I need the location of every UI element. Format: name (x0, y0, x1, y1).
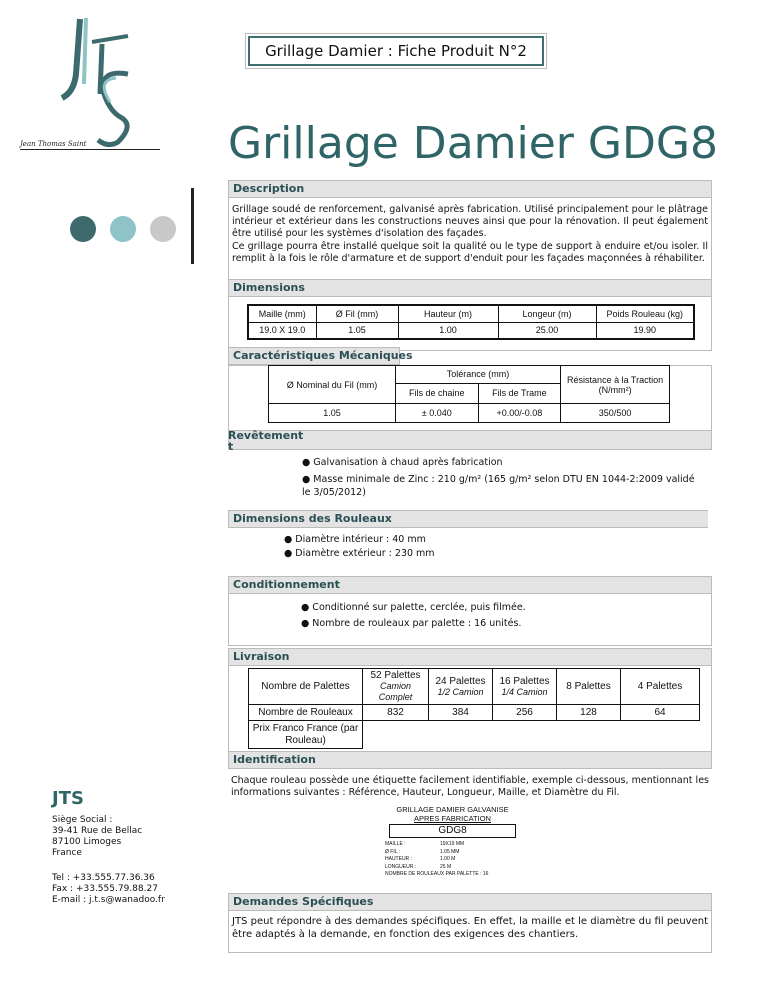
label-value: 19X19 MM (440, 841, 465, 847)
livraison-col (493, 669, 557, 705)
label-value: 25 M (440, 863, 452, 870)
mecaniques-heading: Caractéristiques Mécaniques (228, 347, 400, 365)
jts-logo (18, 14, 168, 154)
palettes-sub: 1/4 Camion (501, 686, 548, 697)
rouleaux-count: 832 (363, 705, 429, 721)
label-value: 1.05 MM (440, 848, 460, 855)
description-paragraph: Grillage soudé de renforcement, galvanisé après fabrication. Utilisé principalement pour le plâtrage intérieur et extérieur dans les constructions neuves ainsi que pour la rénovation. Il peut également être utilisé pour les systèmes d'isolation des façades. (232, 204, 708, 240)
contact-line: E-mail : j.t.s@wanadoo.fr (52, 895, 165, 905)
trame-label: Fils de Trame (478, 383, 561, 403)
address-line: 39-41 Rue de Bellac (52, 826, 143, 836)
livraison-heading: Livraison (228, 648, 712, 666)
dot-grey (150, 216, 176, 242)
nominal-label: Ø Nominal du Fil (mm) (269, 366, 396, 404)
label-line1: GRILLAGE DAMIER GALVANISE (396, 805, 509, 814)
rouleaux-item: ● Diamètre intérieur : 40 mm (284, 534, 426, 545)
rouleaux-section (228, 510, 712, 559)
mecaniques-table (268, 365, 670, 423)
conditionnement-section (228, 576, 712, 646)
rouleaux-count: 64 (621, 705, 700, 721)
palettes-sub: Camion Complet (378, 681, 413, 702)
conditionnement-item: ● Nombre de rouleaux par palette : 16 unités. (301, 618, 522, 629)
revetement-item: ● Masse minimale de Zinc : 210 g/m² (165 g/m² selon DTU EN 1044-2:2009 validé le 3/05/2012) (302, 474, 695, 498)
palettes-count: 16 Palettes (499, 675, 550, 687)
chaine-label: Fils de chaine (395, 383, 478, 403)
contact-line: Fax : +33.555.79.88.27 (52, 884, 158, 894)
label-value: 1.00 M (440, 856, 456, 862)
nominal-value: 1.05 (269, 404, 396, 423)
dim-header: Maille (mm) (248, 305, 316, 322)
conditionnement-item: ● Conditionné sur palette, cerclée, puis filmée. (301, 602, 526, 613)
livraison-col (363, 669, 429, 705)
revetement-heading-tail: t (228, 440, 234, 453)
document-label-box (245, 33, 547, 69)
revetement-heading: Revêtement (228, 429, 304, 442)
mecaniques-section (228, 347, 712, 418)
identification-text: Chaque rouleau possède une étiquette facilement identifiable, exemple ci-dessous, mentionnant les informations suivantes : Référence, Hauteur, Longueur, Maille, et Diamètre du Fil. (231, 775, 709, 799)
vertical-divider (191, 188, 194, 264)
livraison-col (429, 669, 493, 705)
livraison-row-label: Prix Franco France (par Rouleau) (249, 721, 363, 749)
chaine-value: ± 0.040 (395, 404, 478, 423)
resistance-label: Résistance à la Traction (N/mm²) (561, 366, 670, 404)
dimensions-heading: Dimensions (228, 279, 712, 297)
dimensions-table (247, 304, 695, 340)
company-block (52, 788, 165, 906)
palettes-count: 24 Palettes (435, 675, 486, 687)
logo-signature: Jean Thomas Saint (20, 140, 160, 150)
rouleaux-count: 384 (429, 705, 493, 721)
rouleaux-count: 128 (557, 705, 621, 721)
demandes-section (228, 893, 712, 953)
dim-value: 19.90 (596, 322, 694, 339)
contact-line: Tel : +33.555.77.36.36 (52, 873, 155, 883)
dim-header: Ø Fil (mm) (316, 305, 398, 322)
demandes-text: JTS peut répondre à des demandes spécifiques. En effet, la maille et le diamètre du fil peuvent être adaptés à la demande, en fonction des exigences des chantiers. (232, 916, 708, 940)
dim-header: Hauteur (m) (398, 305, 498, 322)
document-label: Grillage Damier : Fiche Produit N°2 (248, 36, 544, 66)
palettes-count: 8 Palettes (557, 669, 621, 705)
label-code: GDG8 (389, 824, 516, 838)
dimensions-section (228, 279, 712, 351)
conditionnement-heading: Conditionnement (228, 576, 712, 594)
dot-light (110, 216, 136, 242)
dim-value: 1.05 (316, 322, 398, 339)
dim-value: 25.00 (498, 322, 596, 339)
description-section (228, 180, 712, 286)
rouleaux-item: ● Diamètre extérieur : 230 mm (284, 548, 435, 559)
description-heading: Description (228, 180, 712, 198)
dim-value: 19.0 X 19.0 (248, 322, 316, 339)
label-key: LONGUEUR : (385, 863, 417, 870)
identification-heading: Identification (228, 751, 712, 769)
label-key: MAILLE : (385, 841, 406, 847)
rouleaux-heading: Dimensions des Rouleaux (228, 510, 708, 528)
label-key: Ø FIL : (385, 848, 401, 855)
label-footer: NOMBRE DE ROULEAUX PAR PALETTE : 16 (385, 871, 489, 877)
trame-value: +0.00/-0.08 (478, 404, 561, 423)
revetement-section (228, 429, 712, 498)
palettes-count: 4 Palettes (621, 669, 700, 705)
label-key: HAUTEUR : (385, 856, 412, 862)
livraison-table (248, 668, 700, 749)
dim-header: Poids Rouleau (kg) (596, 305, 694, 322)
label-line2: APRES FABRICATION (414, 814, 491, 823)
revetement-item: ● Galvanisation à chaud après fabrication (302, 457, 503, 468)
dim-value: 1.00 (398, 322, 498, 339)
address-line: France (52, 848, 82, 858)
palettes-count: 52 Palettes (370, 670, 421, 681)
product-title: Grillage Damier GDG8 (228, 118, 718, 169)
address-line: 87100 Limoges (52, 837, 122, 847)
resistance-value: 350/500 (561, 404, 670, 423)
rouleaux-count: 256 (493, 705, 557, 721)
demandes-heading: Demandes Spécifiques (228, 893, 712, 911)
address-line: Siège Social : (52, 815, 113, 825)
livraison-row-label: Nombre de Rouleaux (249, 705, 363, 721)
tolerance-label: Tolérance (mm) (395, 366, 560, 384)
palettes-sub: 1/2 Camion (437, 686, 484, 697)
livraison-row-label: Nombre de Palettes (249, 669, 363, 705)
dim-header: Longeur (m) (498, 305, 596, 322)
dot-dark (70, 216, 96, 242)
livraison-section (228, 648, 712, 758)
sample-label (385, 805, 520, 879)
company-name: JTS (52, 788, 84, 809)
description-paragraph: Ce grillage pourra être installé quelque soit la qualité ou le type de support à enduire et/ou isoler. Il remplit à la fois le rôle d'armature et de support d'enduit pour les façades maçonnées à réhabiliter. (232, 240, 708, 264)
